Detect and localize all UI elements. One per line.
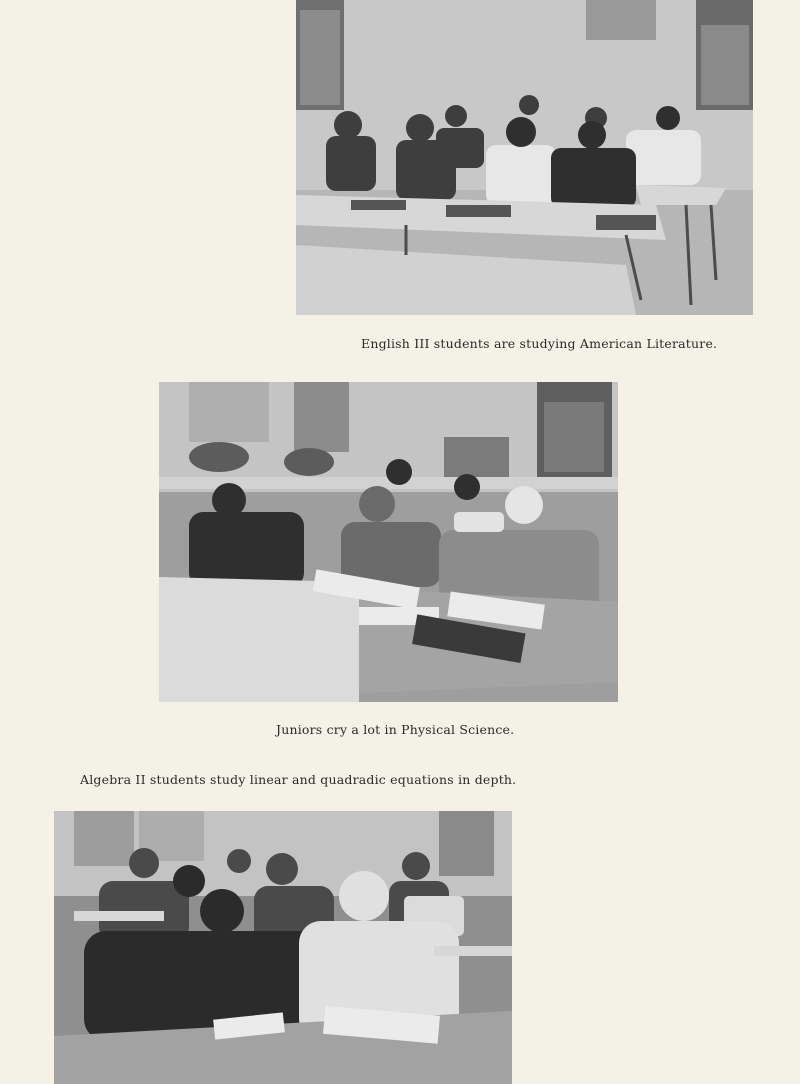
algebra-class-photo bbox=[54, 811, 512, 1084]
algebra-class-photo-art bbox=[54, 811, 512, 1084]
algebra-class-caption: Algebra II students study linear and quadradic equations in depth. bbox=[80, 772, 517, 787]
english-class-caption: English III students are studying American Literature. bbox=[361, 336, 718, 351]
science-class-photo bbox=[159, 382, 618, 702]
science-class-photo-art bbox=[159, 382, 618, 702]
english-class-photo-art bbox=[296, 0, 753, 315]
science-class-caption: Juniors cry a lot in Physical Science. bbox=[276, 722, 515, 737]
english-class-photo bbox=[296, 0, 753, 315]
